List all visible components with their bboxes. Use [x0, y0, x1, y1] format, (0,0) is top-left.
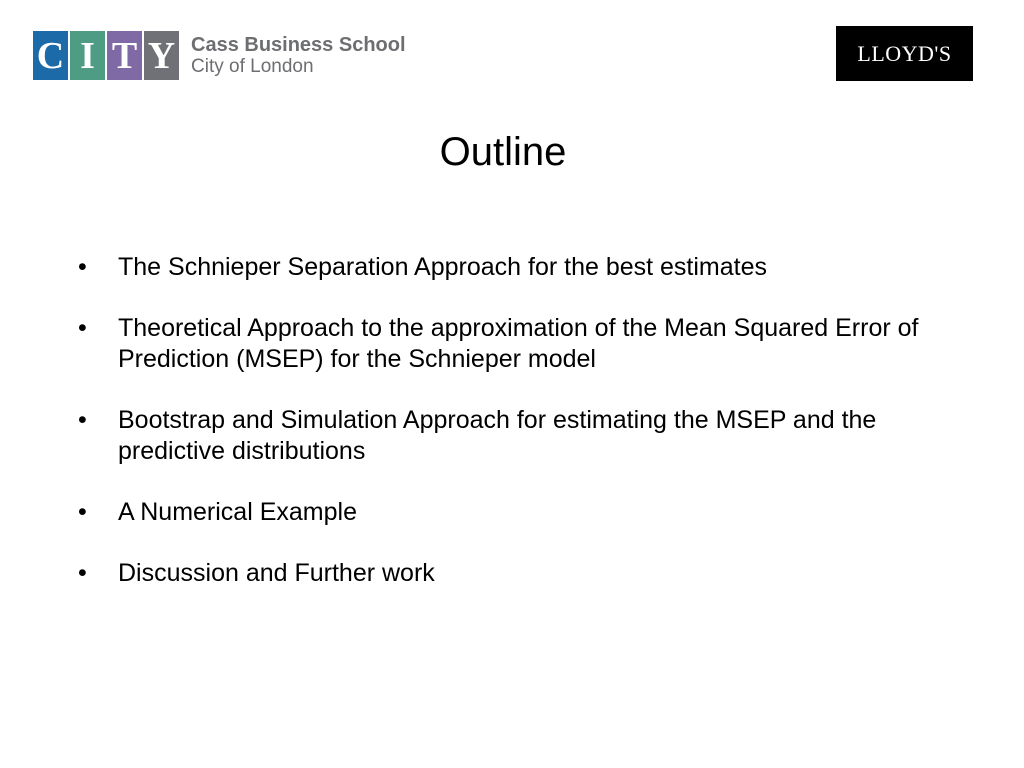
city-letter-y: Y	[144, 31, 179, 80]
cass-logo-text	[191, 35, 406, 76]
bullet-text: The Schnieper Separation Approach for the best estimates	[118, 253, 767, 281]
city-letter-t: T	[107, 31, 142, 80]
bullet-icon: •	[78, 253, 87, 281]
bullet-item	[78, 405, 958, 467]
bullet-icon: •	[78, 498, 87, 526]
bullet-text: A Numerical Example	[118, 498, 357, 526]
city-wordmark	[33, 31, 179, 80]
city-letter-c: C	[33, 31, 68, 80]
bullet-item	[78, 497, 958, 528]
bullet-item	[78, 313, 958, 375]
bullet-text: Theoretical Approach to the approximation of the Mean Squared Error of Prediction (MSEP) for the Schnieper model	[118, 314, 919, 373]
bullet-icon: •	[78, 559, 87, 587]
bullet-item	[78, 252, 958, 283]
bullet-text: Bootstrap and Simulation Approach for estimating the MSEP and the predictive distributions	[118, 406, 877, 465]
cass-business-school-logo	[33, 31, 406, 80]
cass-logo-line1: Cass Business School	[191, 34, 406, 56]
lloyds-logo	[836, 26, 973, 81]
slide-title: Outline	[439, 130, 567, 174]
bullet-item	[78, 558, 958, 589]
lloyds-logo-text: LLOYD'S	[857, 40, 952, 66]
bullet-icon: •	[78, 406, 87, 434]
bullet-icon: •	[78, 314, 87, 342]
city-letter-i: I	[70, 31, 105, 80]
outline-bullet-list	[78, 252, 958, 619]
bullet-text: Discussion and Further work	[118, 559, 435, 587]
cass-logo-line2: City of London	[191, 56, 314, 77]
